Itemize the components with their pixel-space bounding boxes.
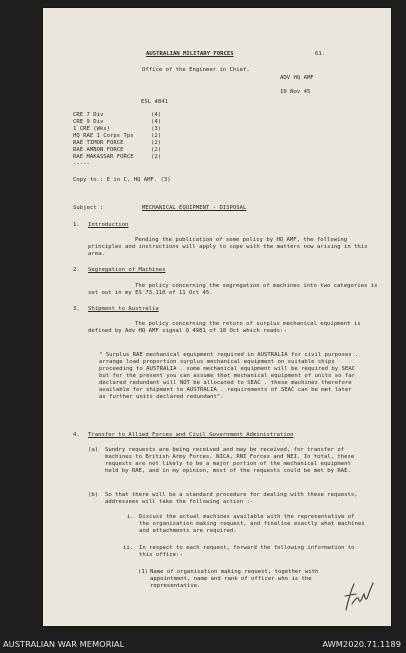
dist-copies: (2) xyxy=(151,133,162,139)
dist-copies: (4) xyxy=(151,119,162,125)
subject-text: MECHANICAL EQUIPMENT - DISPOSAL xyxy=(142,205,247,211)
office-line: Office of the Engineer in Chief. xyxy=(142,67,250,73)
item-text: So that there will be a standard procedure for dealing with these requests, addressees will take the following action :- xyxy=(105,492,358,505)
distribution-rule: ----- xyxy=(73,161,90,167)
dist-unit: RAE AMBON FORCE xyxy=(73,147,124,153)
dist-unit: RAE TIMOR FORCE xyxy=(73,140,124,146)
section-number: 1. xyxy=(73,222,80,228)
item-text: Sundry requests are being received and may be received, for transfer of machines to British Army Forces, NICA, RNI Forces and NEI. In total, these requests are not likely to be a major portion of the mechanical equipment held by RAE, and in my opinion, most of the requests could be met by RAE. xyxy=(105,447,355,474)
subitem-text: Discuss the actual machines available with the representative of the organisation making request, and finalise exactly what machines and attachments are required. xyxy=(139,514,365,534)
section-number: 3. xyxy=(73,306,80,312)
subsub-label: (1) xyxy=(138,569,149,575)
reference-number: ESL 4841 xyxy=(141,99,168,105)
footer-bar xyxy=(0,637,406,653)
item-label: (a) xyxy=(88,447,99,453)
dist-copies: (2) xyxy=(151,154,162,160)
section-body: The policy concerning the segregation of machines into two categories is set out in my ES 73.110 of 11 Oct 45. xyxy=(88,283,378,296)
section-title: Transfer to Allied Forces and Civil Government Administration xyxy=(88,432,294,438)
dist-unit: CRE 7 Div xyxy=(73,112,104,118)
section-number: 4. xyxy=(73,432,80,438)
subitem-label: i. xyxy=(127,514,134,520)
footer-accession-number: AWM2020.71.1189 xyxy=(322,639,401,649)
date-line: 10 Nov 45 xyxy=(280,89,311,95)
section-title: Segregation of Machines xyxy=(88,267,166,273)
document-heading: AUSTRALIAN MILITARY FORCES xyxy=(146,51,234,57)
footer-source: AUSTRALIAN WAR MEMORIAL xyxy=(3,639,125,649)
copy-to-line: Copy to : E in C, HQ AMF. (3) xyxy=(73,177,171,183)
dist-copies: (4) xyxy=(151,112,162,118)
dist-copies: (2) xyxy=(151,147,162,153)
section-number: 2. xyxy=(73,267,80,273)
hq-line: ADV HQ AMF xyxy=(280,75,314,81)
section-body: The policy concerning the return of surplus mechanical equipment is defined by Adv HQ AMF signal Q 4981 of 18 Oct which reads:- xyxy=(88,321,361,334)
handwritten-signature xyxy=(340,580,376,618)
dist-copies: (2) xyxy=(151,140,162,146)
dist-unit: CRE 9 Div xyxy=(73,119,104,125)
dist-copies: (3) xyxy=(151,126,162,132)
signal-quote: " Surplus RAE mechanical equipment required in AUSTRALIA for civil purposes . arrange load proportion surplus mechanical equipment on suitable ships proceeding to AUSTRALIA . some mechanical equipment will be required by SEAC but for the present you can assume that mechanical equipment of units so far declared redundant will NOT be allocated to SEAC . these machines therefore available for shipment to AUSTRALIA . requirements of SEAC can be met later as further units declared redundant". xyxy=(99,352,359,400)
subitem-label: ii. xyxy=(123,545,134,551)
subsub-text: Name of organisation making request, together with appointment, name and rank of officer who is the representative. xyxy=(150,569,319,589)
item-label: (b) xyxy=(88,492,99,498)
section-title: Introduction xyxy=(88,222,129,228)
document-page xyxy=(43,8,391,626)
folio-number: 61. xyxy=(315,51,326,57)
dist-unit: HQ RAE 1 Corps Tps xyxy=(73,133,134,139)
dist-unit: RAE MAKASSAR FORCE xyxy=(73,154,134,160)
subject-label: Subject : xyxy=(73,205,104,211)
section-title: Shipment to Australia xyxy=(88,306,159,312)
dist-unit: 1 CRE (Wks) xyxy=(73,126,111,132)
subitem-text: In respect to each request, forward the following information to this office:- xyxy=(139,545,355,558)
section-body: Pending the publication of some policy by HQ AMF, the following principles and instructions will apply to cope with the matters now arising in this area. xyxy=(88,237,368,257)
